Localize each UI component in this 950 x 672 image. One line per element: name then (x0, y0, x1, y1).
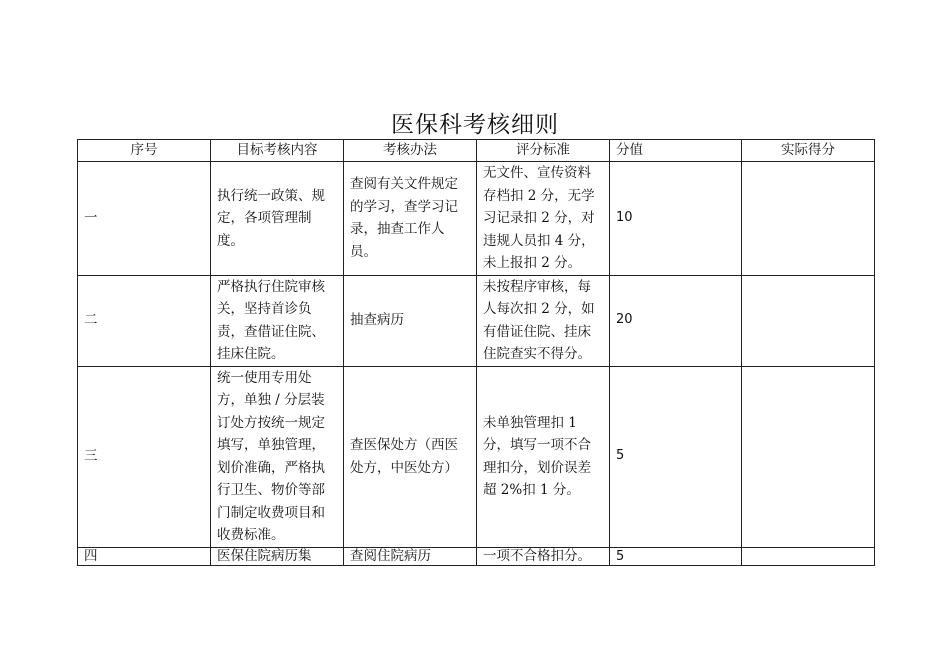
cell-seq: 一 (78, 162, 211, 276)
table-row (78, 547, 875, 565)
cell-method: 查医保处方（西医处方，中医处方） (344, 366, 477, 547)
assessment-table (77, 139, 875, 566)
cell-content: 统一使用专用处方，单独 / 分层装订处方按统一规定填写，单独管理，划价准确，严格执行卫生、物价等部门制定收费项目和收费标准。 (211, 366, 344, 547)
cell-score: 5 (610, 366, 742, 547)
header-seq: 序号 (78, 140, 211, 162)
cell-content: 医保住院病历集 (211, 547, 344, 565)
cell-standard: 未单独管理扣 1 分，填写一项不合理扣分，划价误差超 2%扣 1 分。 (477, 366, 610, 547)
cell-actual (742, 275, 875, 366)
header-row (78, 140, 875, 162)
table-row (78, 366, 875, 547)
cell-score: 20 (610, 275, 742, 366)
header-method: 考核办法 (344, 140, 477, 162)
cell-standard: 无文件、宣传资料存档扣 2 分，无学习记录扣 2 分，对违规人员扣 4 分，未上报扣 2 分。 (477, 162, 610, 276)
header-score: 分值 (610, 140, 742, 162)
cell-seq: 三 (78, 366, 211, 547)
cell-seq: 二 (78, 275, 211, 366)
cell-score: 5 (610, 547, 742, 565)
header-content: 目标考核内容 (211, 140, 344, 162)
header-actual: 实际得分 (742, 140, 875, 162)
cell-method: 抽查病历 (344, 275, 477, 366)
table-row (78, 275, 875, 366)
header-standard: 评分标准 (477, 140, 610, 162)
cell-content: 严格执行住院审核关，坚持首诊负责，查借证住院、挂床住院。 (211, 275, 344, 366)
table-row (78, 162, 875, 276)
cell-actual (742, 366, 875, 547)
cell-standard: 一项不合格扣分。 (477, 547, 610, 565)
cell-method: 查阅住院病历 (344, 547, 477, 565)
page-title: 医保科考核细则 (391, 112, 559, 138)
cell-actual (742, 162, 875, 276)
cell-method: 查阅有关文件规定的学习，查学习记录，抽查工作人员。 (344, 162, 477, 276)
cell-score: 10 (610, 162, 742, 276)
cell-seq: 四 (78, 547, 211, 565)
cell-standard: 未按程序审核，每人每次扣 2 分，如有借证住院、挂床住院查实不得分。 (477, 275, 610, 366)
cell-actual (742, 547, 875, 565)
cell-content: 执行统一政策、规定，各项管理制度。 (211, 162, 344, 276)
